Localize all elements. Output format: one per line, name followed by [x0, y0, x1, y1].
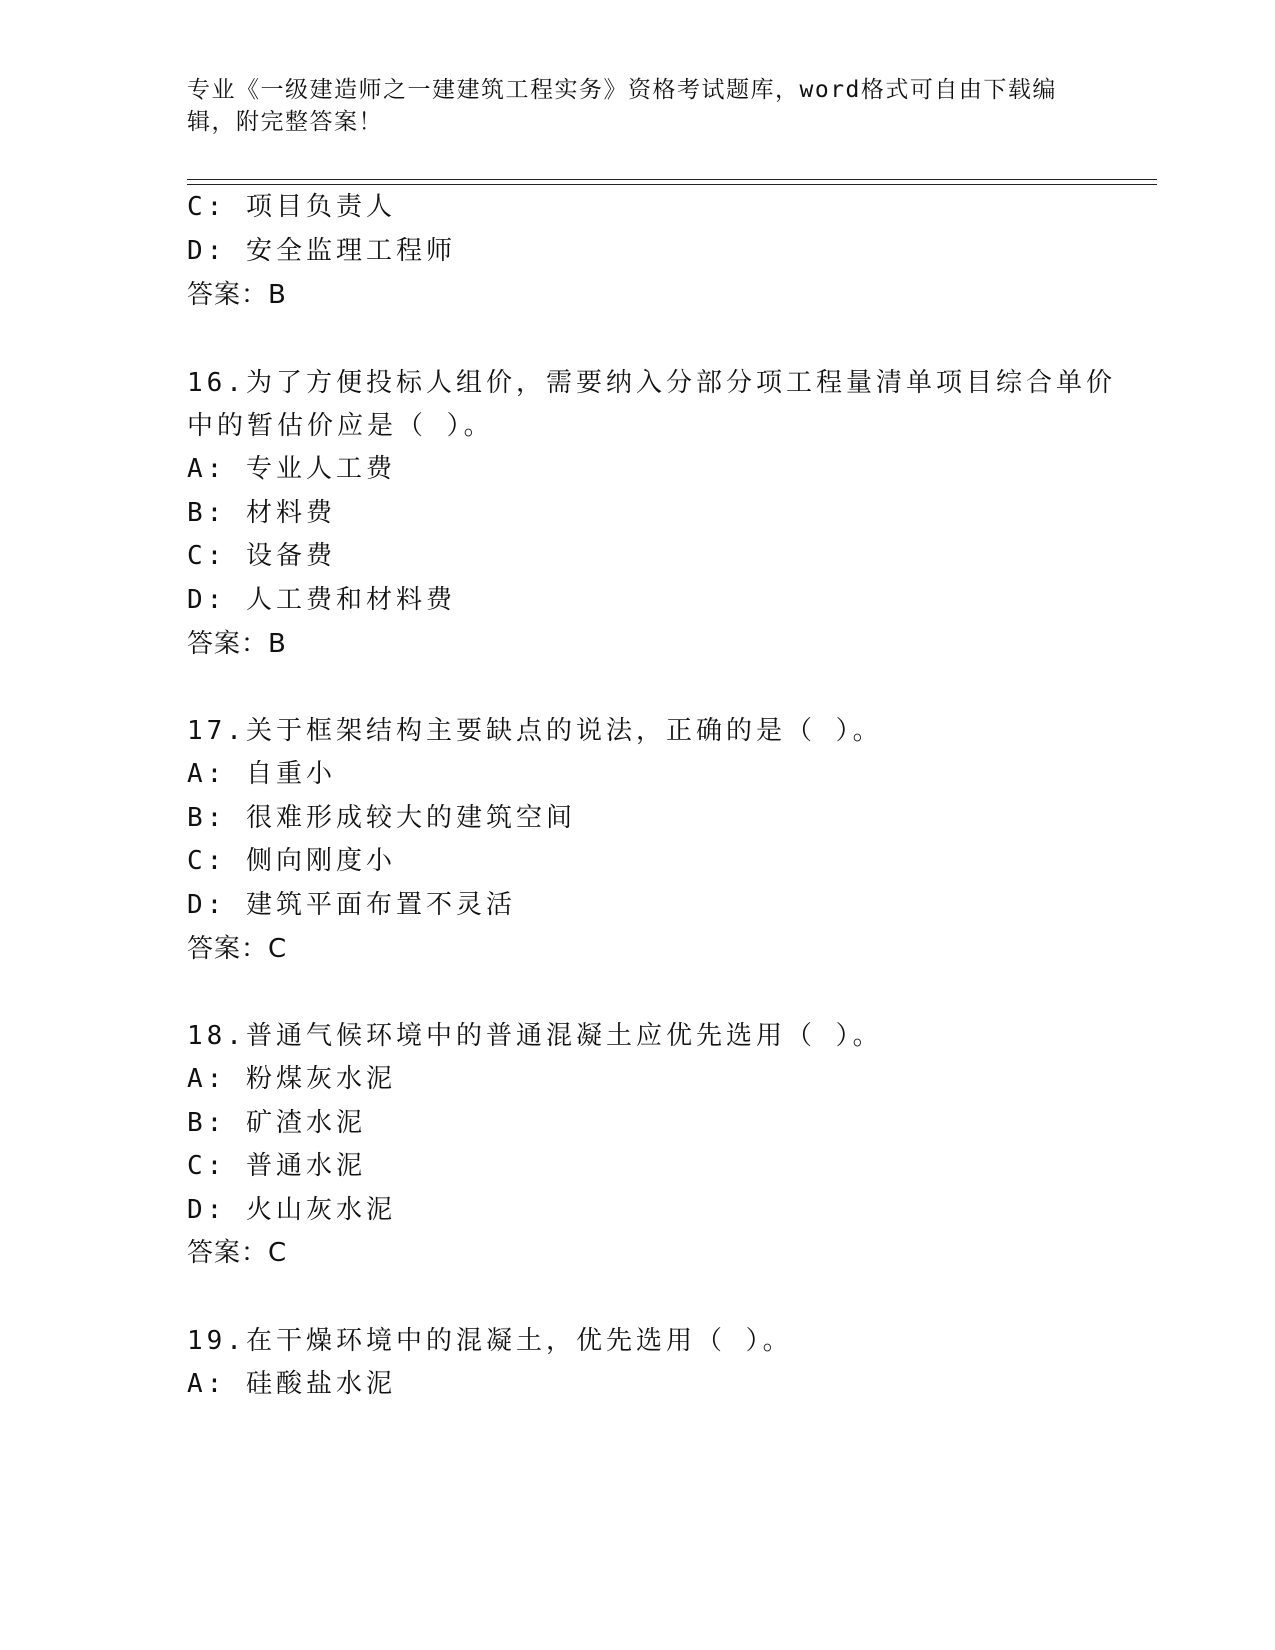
- q16-option-c: C: 设备费: [187, 541, 336, 571]
- q18-option-b: B: 矿渣水泥: [187, 1108, 366, 1138]
- q18-option-c: C: 普通水泥: [187, 1151, 366, 1181]
- q17-answer: 答案：C: [187, 934, 288, 964]
- q16-stem-line2: 中的暂估价应是（ ）。: [187, 411, 494, 441]
- q19-stem-line1: 19.在干燥环境中的混凝土，优先选用（ ）。: [187, 1326, 793, 1356]
- q16-stem-line1: 16.为了方便投标人组价，需要纳入分部分项工程量清单项目综合单价: [187, 368, 1116, 398]
- q17-option-d: D: 建筑平面布置不灵活: [187, 890, 516, 920]
- q17-option-a: A: 自重小: [187, 759, 336, 789]
- q16-answer: 答案：B: [187, 629, 287, 659]
- q17-option-c: C: 侧向刚度小: [187, 846, 396, 876]
- q18-answer: 答案：C: [187, 1238, 288, 1268]
- q16-option-d: D: 人工费和材料费: [187, 585, 456, 615]
- header-divider-top: [187, 179, 1157, 180]
- q17-stem-line1: 17.关于框架结构主要缺点的说法，正确的是（ ）。: [187, 716, 883, 746]
- q16-option-a: A: 专业人工费: [187, 454, 396, 484]
- q15-option-c: C: 项目负责人: [187, 192, 396, 222]
- document-header: 专业《一级建造师之一建建筑工程实务》资格考试题库，word格式可自由下载编辑，附完整答案！: [187, 77, 1057, 135]
- q15-answer: 答案：B: [187, 280, 287, 310]
- q16-option-b: B: 材料费: [187, 498, 336, 528]
- q18-option-d: D: 火山灰水泥: [187, 1195, 396, 1225]
- q19-option-a: A: 硅酸盐水泥: [187, 1369, 396, 1399]
- header-divider-bottom: [187, 184, 1157, 185]
- q18-option-a: A: 粉煤灰水泥: [187, 1064, 396, 1094]
- q15-option-d: D: 安全监理工程师: [187, 236, 456, 266]
- q17-option-b: B: 很难形成较大的建筑空间: [187, 803, 576, 833]
- q18-stem-line1: 18.普通气候环境中的普通混凝土应优先选用（ ）。: [187, 1021, 883, 1051]
